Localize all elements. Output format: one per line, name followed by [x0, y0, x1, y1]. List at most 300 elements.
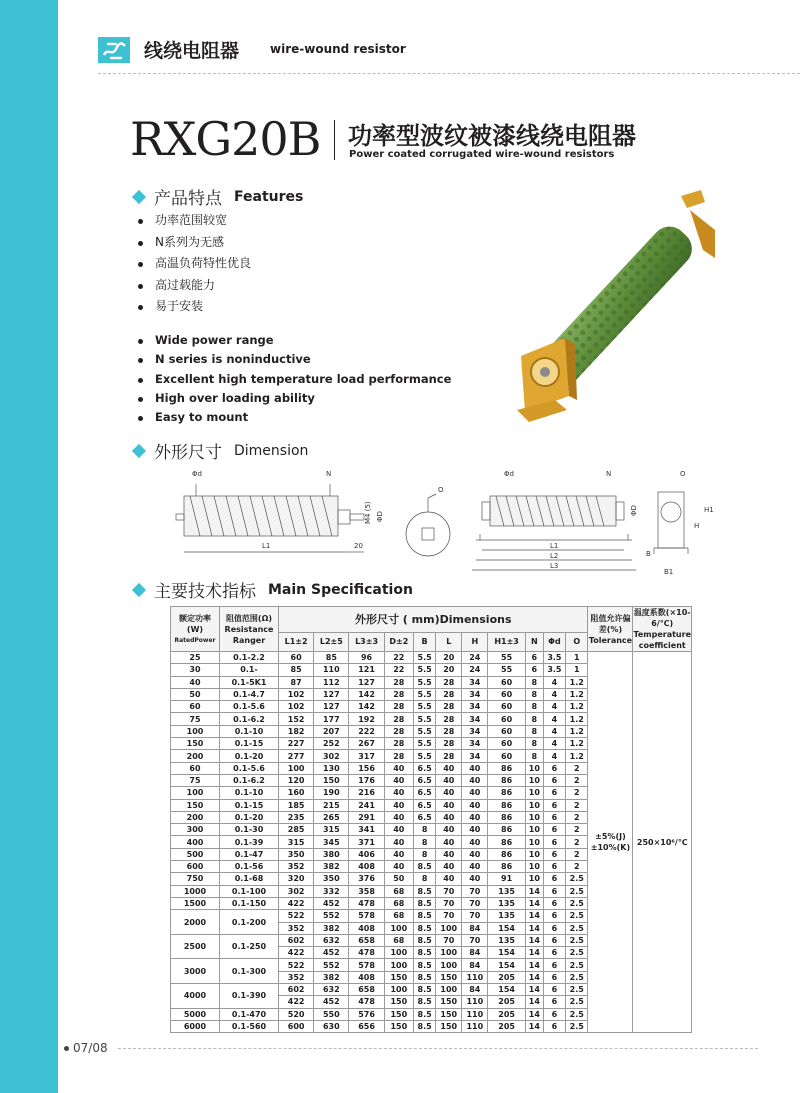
cell-power: 750	[171, 873, 220, 885]
cell-power: 60	[171, 762, 220, 774]
cell-value: 285	[279, 824, 314, 836]
cell-value: 14	[525, 922, 543, 934]
diamond-bullet-icon	[132, 189, 146, 203]
cell-value: 86	[488, 848, 526, 860]
cell-value: 28	[384, 750, 413, 762]
cell-value: 1.2	[566, 725, 588, 737]
cell-power: 2000	[171, 910, 220, 935]
cell-value: 34	[462, 738, 488, 750]
cell-value: 658	[349, 934, 384, 946]
header-power-unit: (W)	[186, 624, 204, 634]
cell-value: 8.5	[413, 947, 435, 959]
cell-value: 6	[543, 824, 565, 836]
cell-value: 478	[349, 996, 384, 1008]
cell-value: 34	[462, 725, 488, 737]
cell-value: 1.2	[566, 750, 588, 762]
cell-value: 60	[488, 725, 526, 737]
cell-value: 40	[384, 811, 413, 823]
cell-value: 86	[488, 811, 526, 823]
footer-divider	[118, 1048, 758, 1049]
cell-value: 205	[488, 971, 526, 983]
cell-value: 5.5	[413, 738, 435, 750]
feature-item-cn: N系列为无感	[138, 232, 251, 254]
features-list-en	[138, 331, 451, 427]
cell-value: 6	[543, 947, 565, 959]
cell-value: 382	[314, 971, 349, 983]
cell-value: 40	[436, 873, 462, 885]
cell-value: 14	[525, 959, 543, 971]
cell-value: 86	[488, 836, 526, 848]
cell-power: 1500	[171, 897, 220, 909]
cell-value: 522	[279, 959, 314, 971]
header-power	[171, 607, 220, 652]
cell-power: 4000	[171, 984, 220, 1009]
cell-value: 150	[314, 774, 349, 786]
cell-value: 382	[314, 861, 349, 873]
header-divider	[98, 73, 800, 74]
cell-value: 10	[525, 799, 543, 811]
cell-value: 40	[384, 836, 413, 848]
cell-value: 5.5	[413, 713, 435, 725]
cell-value: 10	[525, 836, 543, 848]
cell-value: 10	[525, 873, 543, 885]
cell-power: 50	[171, 688, 220, 700]
header-col: B	[413, 632, 435, 651]
cell-value: 1.2	[566, 701, 588, 713]
cell-power: 75	[171, 713, 220, 725]
cell-value: 8.5	[413, 1008, 435, 1020]
cell-value: 86	[488, 861, 526, 873]
cell-power: 1000	[171, 885, 220, 897]
cell-value: 252	[314, 738, 349, 750]
cell-range: 0.1-47	[220, 848, 279, 860]
cell-value: 10	[525, 861, 543, 873]
feature-item-en: Wide power range	[138, 331, 451, 350]
cell-value: 87	[279, 676, 314, 688]
cell-value: 2.5	[566, 1020, 588, 1032]
cell-value: 84	[462, 947, 488, 959]
model-number: RXG20B	[130, 112, 321, 166]
cell-value: 40	[462, 787, 488, 799]
cell-value: 6	[543, 799, 565, 811]
cell-value: 142	[349, 701, 384, 713]
cell-value: 154	[488, 947, 526, 959]
cell-value: 60	[488, 738, 526, 750]
cell-value: 522	[279, 910, 314, 922]
cell-value: 10	[525, 762, 543, 774]
cell-power: 2500	[171, 934, 220, 959]
header-col: D±2	[384, 632, 413, 651]
header-col: L	[436, 632, 462, 651]
feature-item-cn: 高温负荷特性优良	[138, 253, 251, 275]
cell-value: 5.5	[413, 652, 435, 664]
cell-value: 22	[384, 652, 413, 664]
cell-value: 192	[349, 713, 384, 725]
cell-value: 28	[436, 701, 462, 713]
cell-value: 6	[543, 836, 565, 848]
drawing-type-1	[176, 470, 384, 552]
cell-value: 315	[279, 836, 314, 848]
cell-power: 40	[171, 676, 220, 688]
cell-power: 5000	[171, 1008, 220, 1020]
dimension-heading-cn: 外形尺寸	[154, 443, 222, 463]
cell-value: 40	[384, 762, 413, 774]
spec-table-body	[171, 652, 692, 1033]
cell-value: 332	[314, 885, 349, 897]
cell-value: 60	[488, 713, 526, 725]
feature-item-cn: 功率范围较宽	[138, 210, 251, 232]
cell-value: 130	[314, 762, 349, 774]
cell-value: 96	[349, 652, 384, 664]
cell-value: 8	[525, 750, 543, 762]
cell-value: 28	[384, 725, 413, 737]
cell-power: 100	[171, 725, 220, 737]
cell-value: 177	[314, 713, 349, 725]
cell-range: 0.1-5K1	[220, 676, 279, 688]
cell-value: 14	[525, 996, 543, 1008]
cell-value: 2.5	[566, 910, 588, 922]
cell-value: 150	[384, 1020, 413, 1032]
cell-value: 190	[314, 787, 349, 799]
cell-value: 40	[384, 799, 413, 811]
cell-value: 6	[543, 959, 565, 971]
cell-value: 2.5	[566, 959, 588, 971]
cell-value: 110	[462, 971, 488, 983]
cell-value: 10	[525, 811, 543, 823]
label-o: O	[438, 486, 444, 494]
cell-value: 452	[314, 996, 349, 1008]
cell-value: 8	[413, 873, 435, 885]
cell-value: 2.5	[566, 984, 588, 996]
cell-value: 8.5	[413, 922, 435, 934]
cell-value: 352	[279, 861, 314, 873]
label-b: B	[646, 550, 651, 558]
cell-value: 60	[488, 701, 526, 713]
cell-value: 100	[279, 762, 314, 774]
cell-value: 6	[543, 1020, 565, 1032]
cell-value: 135	[488, 910, 526, 922]
cell-value: 40	[436, 861, 462, 873]
cell-value: 241	[349, 799, 384, 811]
cell-power: 100	[171, 787, 220, 799]
cell-value: 4	[543, 725, 565, 737]
label-phi-d-cap: ΦD	[376, 511, 384, 522]
cell-value: 14	[525, 934, 543, 946]
cell-value: 150	[384, 996, 413, 1008]
cell-value: 150	[436, 996, 462, 1008]
label-l3: L3	[550, 562, 559, 570]
cell-value: 28	[436, 738, 462, 750]
cell-value: 100	[436, 959, 462, 971]
cell-value: 205	[488, 996, 526, 1008]
cell-value: 40	[436, 787, 462, 799]
product-title-en: Power coated corrugated wire-wound resistors	[349, 149, 615, 160]
cell-value: 2	[566, 836, 588, 848]
cell-value: 102	[279, 701, 314, 713]
cell-value: 2.5	[566, 1008, 588, 1020]
cell-value: 6	[543, 885, 565, 897]
category-title-cn: 线绕电阻器	[144, 40, 240, 62]
cell-value: 28	[384, 676, 413, 688]
cell-value: 68	[384, 885, 413, 897]
label-l1: L1	[262, 542, 271, 550]
cell-value: 40	[436, 774, 462, 786]
cell-value: 1.2	[566, 688, 588, 700]
cell-value: 478	[349, 947, 384, 959]
cell-value: 1	[566, 664, 588, 676]
label-h: H	[694, 522, 700, 530]
cell-value: 205	[488, 1020, 526, 1032]
cell-value: 6.5	[413, 787, 435, 799]
footer-dot-icon	[64, 1046, 69, 1051]
cell-value: 2	[566, 787, 588, 799]
cell-value: 6	[525, 652, 543, 664]
cell-value: 8	[413, 824, 435, 836]
cell-value: 150	[384, 971, 413, 983]
cell-value: 422	[279, 897, 314, 909]
label-m4: M4 (5)	[364, 501, 372, 524]
label-b1: B1	[664, 568, 674, 576]
cell-value: 207	[314, 725, 349, 737]
cell-power: 30	[171, 664, 220, 676]
cell-value: 302	[279, 885, 314, 897]
cell-value: 6	[525, 664, 543, 676]
feature-item-en: Easy to mount	[138, 408, 451, 427]
cell-value: 55	[488, 664, 526, 676]
cell-value: 28	[384, 738, 413, 750]
cell-value: 315	[314, 824, 349, 836]
header-col: L2±5	[314, 632, 349, 651]
cell-value: 14	[525, 984, 543, 996]
cell-value: 60	[488, 750, 526, 762]
cell-value: 40	[462, 836, 488, 848]
header-col: Φd	[543, 632, 565, 651]
cell-value: 380	[314, 848, 349, 860]
cell-value: 8.5	[413, 910, 435, 922]
cell-value: 317	[349, 750, 384, 762]
cell-value: 40	[462, 848, 488, 860]
cell-power: 6000	[171, 1020, 220, 1032]
cell-value: 422	[279, 947, 314, 959]
cell-range: 0.1-470	[220, 1008, 279, 1020]
cell-value: 5.5	[413, 701, 435, 713]
cell-value: 40	[384, 861, 413, 873]
cell-value: 40	[462, 824, 488, 836]
cell-value: 227	[279, 738, 314, 750]
cell-value: 110	[462, 996, 488, 1008]
header-dimensions: 外形尺寸 ( mm)Dimensions	[279, 607, 588, 633]
cell-value: 6	[543, 1008, 565, 1020]
cell-value: 1.2	[566, 738, 588, 750]
cell-value: 1.2	[566, 713, 588, 725]
cell-value: 40	[462, 774, 488, 786]
cell-value: 40	[436, 836, 462, 848]
cell-value: 60	[488, 676, 526, 688]
cell-value: 14	[525, 947, 543, 959]
cell-value: 350	[279, 848, 314, 860]
cell-value: 70	[462, 897, 488, 909]
cell-value: 86	[488, 824, 526, 836]
cell-value: 121	[349, 664, 384, 676]
cell-value: 176	[349, 774, 384, 786]
cell-value: 302	[314, 750, 349, 762]
cell-value: 6.5	[413, 762, 435, 774]
label-phi-d-cap-b: ΦD	[630, 505, 638, 516]
cell-value: 3.5	[543, 652, 565, 664]
cell-range: 0.1-10	[220, 725, 279, 737]
cell-value: 28	[436, 713, 462, 725]
cell-value: 2.5	[566, 873, 588, 885]
cell-value: 2	[566, 824, 588, 836]
cell-value: 8	[525, 688, 543, 700]
feature-item-en: Excellent high temperature load performance	[138, 370, 451, 389]
cell-value: 6	[543, 873, 565, 885]
cell-value: 371	[349, 836, 384, 848]
header-tolerance-cn: 阻值允许偏差(%)	[590, 613, 631, 634]
cell-value: 4	[543, 750, 565, 762]
cell-value: 86	[488, 762, 526, 774]
diamond-bullet-icon	[132, 582, 146, 596]
header-bar	[58, 0, 800, 72]
cell-value: 70	[462, 885, 488, 897]
cell-value: 142	[349, 688, 384, 700]
cell-range: 0.1-15	[220, 799, 279, 811]
cell-value: 8	[525, 738, 543, 750]
cell-value: 100	[384, 947, 413, 959]
category-title-en: wire-wound resistor	[270, 42, 406, 56]
cell-power: 150	[171, 799, 220, 811]
cell-value: 152	[279, 713, 314, 725]
feature-item-cn: 易于安装	[138, 296, 251, 318]
label-l2: L2	[550, 552, 559, 560]
cell-value: 70	[462, 934, 488, 946]
cell-value: 24	[462, 664, 488, 676]
cell-value: 70	[462, 910, 488, 922]
header-col: H1±3	[488, 632, 526, 651]
brand-logo-icon	[98, 37, 130, 63]
cell-value: 5.5	[413, 725, 435, 737]
cell-value: 154	[488, 959, 526, 971]
cell-value: 40	[462, 811, 488, 823]
diamond-bullet-icon	[132, 443, 146, 457]
cell-value: 6	[543, 811, 565, 823]
cell-value: 6	[543, 922, 565, 934]
feature-item-en: N series is noninductive	[138, 350, 451, 369]
cell-value: 86	[488, 774, 526, 786]
cell-value: 632	[314, 984, 349, 996]
cell-value: 6	[543, 762, 565, 774]
cell-value: 40	[384, 787, 413, 799]
cell-value: 8	[413, 836, 435, 848]
cell-power: 25	[171, 652, 220, 664]
header-power-en: RatedPower	[174, 636, 216, 644]
cell-power: 300	[171, 824, 220, 836]
cell-range: 0.1-200	[220, 910, 279, 935]
cell-value: 291	[349, 811, 384, 823]
cell-power: 60	[171, 701, 220, 713]
cell-value: 86	[488, 787, 526, 799]
cell-value: 267	[349, 738, 384, 750]
features-list-cn	[138, 210, 251, 318]
cell-value: 222	[349, 725, 384, 737]
cell-value: 10	[525, 774, 543, 786]
cell-value: 215	[314, 799, 349, 811]
cell-range: 0.1-300	[220, 959, 279, 984]
cell-value: 552	[314, 959, 349, 971]
features-heading-en: Features	[234, 188, 304, 205]
cell-range: 0.1-390	[220, 984, 279, 1009]
cell-power: 400	[171, 836, 220, 848]
cell-value: 6	[543, 861, 565, 873]
cell-value: 2	[566, 811, 588, 823]
cell-value: 656	[349, 1020, 384, 1032]
cell-value: 2.5	[566, 934, 588, 946]
cell-value: 452	[314, 897, 349, 909]
cell-value: 452	[314, 947, 349, 959]
cell-power: 150	[171, 738, 220, 750]
cell-value: 2.5	[566, 922, 588, 934]
cell-value: 8.5	[413, 971, 435, 983]
cell-value: 8.5	[413, 984, 435, 996]
cell-value: 4	[543, 701, 565, 713]
cell-value: 150	[436, 1020, 462, 1032]
spec-heading-en: Main Specification	[268, 581, 413, 598]
cell-range: 0.1-10	[220, 787, 279, 799]
cell-value: 150	[436, 971, 462, 983]
dimension-heading-en: Dimension	[234, 442, 309, 459]
cell-value: 68	[384, 910, 413, 922]
cell-value: 10	[525, 787, 543, 799]
cell-range: 0.1-20	[220, 750, 279, 762]
cell-value: 100	[384, 984, 413, 996]
cell-value: 40	[384, 848, 413, 860]
label-phi-d-b: Φd	[504, 470, 514, 478]
header-col: O	[566, 632, 588, 651]
cell-value: 478	[349, 897, 384, 909]
cell-range: 0.1-2.2	[220, 652, 279, 664]
cell-value: 24	[462, 652, 488, 664]
cell-value: 600	[279, 1020, 314, 1032]
cell-value: 6.5	[413, 811, 435, 823]
cell-value: 632	[314, 934, 349, 946]
cell-value: 408	[349, 861, 384, 873]
cell-value: 8	[413, 848, 435, 860]
cell-value: 602	[279, 984, 314, 996]
table-row	[171, 652, 692, 664]
header-col: N	[525, 632, 543, 651]
cell-value: 4	[543, 713, 565, 725]
cell-value: 6	[543, 971, 565, 983]
cell-value: 28	[384, 713, 413, 725]
tolerance-j: ±5%(J)	[595, 832, 626, 842]
header-temp-cn: 温度系数(×10-6/℃)	[633, 608, 691, 628]
cell-value: 520	[279, 1008, 314, 1020]
header-col: H	[462, 632, 488, 651]
header-col: L3±3	[349, 632, 384, 651]
cell-range: 0.1-39	[220, 836, 279, 848]
cell-value: 182	[279, 725, 314, 737]
cell-value: 2	[566, 799, 588, 811]
cell-value: 4	[543, 676, 565, 688]
cell-value: 358	[349, 885, 384, 897]
header-temp-en: Temperature coefficient	[633, 630, 691, 650]
spec-table	[170, 606, 692, 1033]
cell-value: 28	[436, 725, 462, 737]
label-n: N	[326, 470, 332, 478]
cell-value: 1	[566, 652, 588, 664]
cell-value: 20	[436, 652, 462, 664]
cell-range: 0.1-4.7	[220, 688, 279, 700]
